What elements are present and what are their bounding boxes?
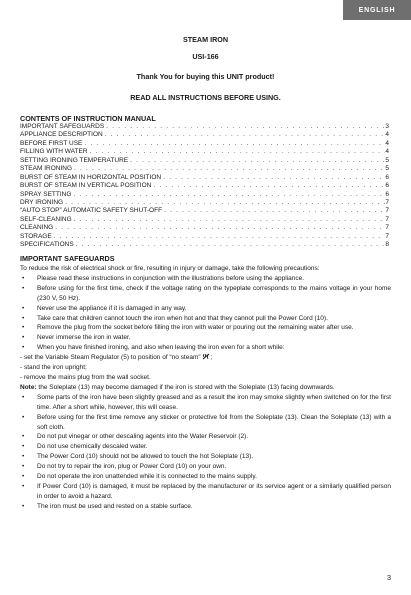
toc-title: BURST OF STEAM IN VERTICAL POSITION [20, 182, 152, 190]
bullet-list-a [20, 274, 391, 353]
toc-leader-dots [72, 165, 385, 173]
toc-page-number: 7 [385, 215, 389, 223]
toc-heading: CONTENTS OF INSTRUCTION MANUAL [20, 114, 156, 123]
read-all-warning: READ ALL INSTRUCTIONS BEFORE USING. [130, 93, 281, 102]
no-steam-icon [202, 353, 210, 360]
toc-title: CLEANING [20, 224, 54, 232]
toc-title: SPECIFICATIONS [20, 241, 74, 249]
bullet-item: • The iron must be used and rested on a stable surface. [20, 502, 391, 512]
safeguards-heading: IMPORTANT SAFEGUARDS [20, 254, 115, 263]
toc-row [20, 224, 389, 232]
note-label: Note: [20, 383, 37, 391]
bullet-item: • If Power Cord (10) is damaged, it must be replaced by the manufacturer or its service agent or a similarly qualified person in order to avoid a hazard. [20, 482, 391, 502]
toc-row [20, 157, 389, 165]
toc-page-number: 6 [385, 173, 389, 181]
toc-title: SETTING IRONING TEMPERATURE [20, 156, 129, 164]
bullet-item: • Do not try to repair the iron, plug or Power Cord (10) on your own. [20, 462, 391, 472]
language-tab: ENGLISH [343, 0, 411, 20]
bullet-list-b [20, 393, 391, 512]
bullet-item: • Remove the plug from the socket before filling the iron with water or pouring out the remaining water after use. [20, 323, 391, 333]
page-title: STEAM IRON [182, 35, 229, 44]
toc-title: SPRAY SETTING [20, 190, 72, 198]
toc-page-number: 4 [385, 131, 389, 139]
toc-row [20, 148, 389, 156]
toc-title: APPLIANCE DESCRIPTION [20, 131, 103, 139]
thanks-line: Thank You for buying this UNIT product! [136, 72, 275, 81]
toc-page-number: 5 [385, 165, 389, 173]
bullet-item: • Please read these instructions in conjunction with the illustrations before using the appliance. [20, 274, 391, 284]
toc-page-number: 7 [385, 232, 389, 240]
bullet-item: • When you have finished ironing, and also when leaving the iron even for a short while: [20, 343, 391, 353]
toc-leader-dots [72, 216, 386, 224]
dash-item [20, 353, 391, 363]
bullet-item: • The Power Cord (10) should not be allowed to touch the hot Soleplate (13). [20, 452, 391, 462]
toc-leader-dots [52, 233, 386, 241]
bullet-item: • Never use the appliance if it is damaged in any way. [20, 304, 391, 314]
toc-title: STEAM IRONING [20, 165, 73, 173]
table-of-contents [20, 123, 389, 250]
toc-title: BEFORE FIRST USE [20, 139, 83, 147]
bullet-item: • Before using for the first time, check if the voltage rating on the typeplate corresponds to the mains voltage in your home (230 V, 50 Hz). [20, 284, 391, 304]
toc-page-number: 7 [385, 224, 389, 232]
safeguards-body [20, 264, 391, 512]
toc-row [20, 241, 389, 249]
toc-page-number: 8 [385, 241, 389, 249]
page-number: 3 [387, 573, 391, 582]
toc-title: SELF-CLEANING [20, 215, 72, 223]
toc-page-number: 4 [385, 139, 389, 147]
toc-leader-dots [151, 182, 385, 190]
toc-page-number: 3 [385, 123, 389, 130]
toc-row [20, 140, 389, 148]
bullet-item: • Some parts of the iron have been slightly greased and as a result the iron may smoke slightly when switched on for the first time. After a short while, however, this will cease. [20, 393, 391, 413]
toc-leader-dots [53, 224, 385, 232]
toc-leader-dots [71, 191, 385, 199]
dash-item-text: - set the Variable Steam Regulator (5) to position of “no steam” [20, 354, 201, 362]
toc-leader-dots [162, 207, 385, 215]
toc-leader-dots [104, 123, 385, 131]
dash-item: - stand the iron upright; [20, 364, 87, 372]
toc-row [20, 165, 389, 173]
toc-row [20, 191, 389, 199]
toc-row [20, 199, 389, 207]
toc-title: IMPORTANT SAFEGUARDS [20, 123, 105, 130]
toc-title: DRY IRONING [20, 198, 64, 206]
bullet-item: • Take care that children cannot touch the iron when hot and that they cannot pull the Power Cord (10). [20, 314, 391, 324]
note-text: the Soleplate (13) may become damaged if the iron is stored with the Soleplate (13) facing downwards. [38, 383, 335, 391]
toc-title: STORAGE [20, 232, 52, 240]
toc-title: BURST OF STEAM IN HORIZONTAL POSITION [20, 173, 162, 181]
toc-row [20, 131, 389, 139]
bullet-item: • Never immerse the iron in water. [20, 333, 391, 343]
toc-row [20, 123, 389, 131]
toc-title: FILLING WITH WATER [20, 148, 88, 156]
toc-leader-dots [82, 140, 385, 148]
model-number: USI-166 [192, 52, 219, 61]
toc-page-number: 6 [385, 190, 389, 198]
dash-item: - remove the mains plug from the wall socket. [20, 373, 151, 381]
toc-row [20, 174, 389, 182]
note-paragraph [20, 383, 391, 393]
toc-page-number: 5 [385, 156, 389, 164]
toc-leader-dots [63, 199, 385, 207]
toc-leader-dots [161, 174, 385, 182]
bullet-item: • Before using for the first time remove any sticker or protective foil from the Soleplate (13). Clean the Soleplate (13) with a soft cloth. [20, 413, 391, 433]
bullet-item: • Do not put vinegar or other descaling agents into the Water Reservoir (2). [20, 432, 391, 442]
toc-title: “AUTO STOP” AUTOMATIC SAFETY SHUT-OFF [20, 207, 163, 215]
toc-page-number: 6 [385, 182, 389, 190]
toc-row [20, 233, 389, 241]
toc-leader-dots [103, 131, 386, 139]
toc-page-number: 7 [385, 207, 389, 215]
toc-row [20, 216, 389, 224]
toc-page-number: 7 [385, 198, 389, 206]
dash-item-end: ; [210, 354, 213, 362]
toc-page-number: 4 [385, 148, 389, 156]
toc-leader-dots [88, 148, 386, 156]
toc-row [20, 207, 389, 215]
bullet-item: • Do not operate the iron unattended while it is connected to the mains supply. [20, 472, 391, 482]
toc-leader-dots [128, 157, 385, 165]
toc-leader-dots [74, 241, 386, 249]
bullet-item: • Do not use chemically descaled water. [20, 442, 391, 452]
toc-row [20, 182, 389, 190]
safeguards-intro: To reduce the risk of electrical shock or fire, resulting in injury or damage, take the following precautions: [20, 265, 320, 272]
